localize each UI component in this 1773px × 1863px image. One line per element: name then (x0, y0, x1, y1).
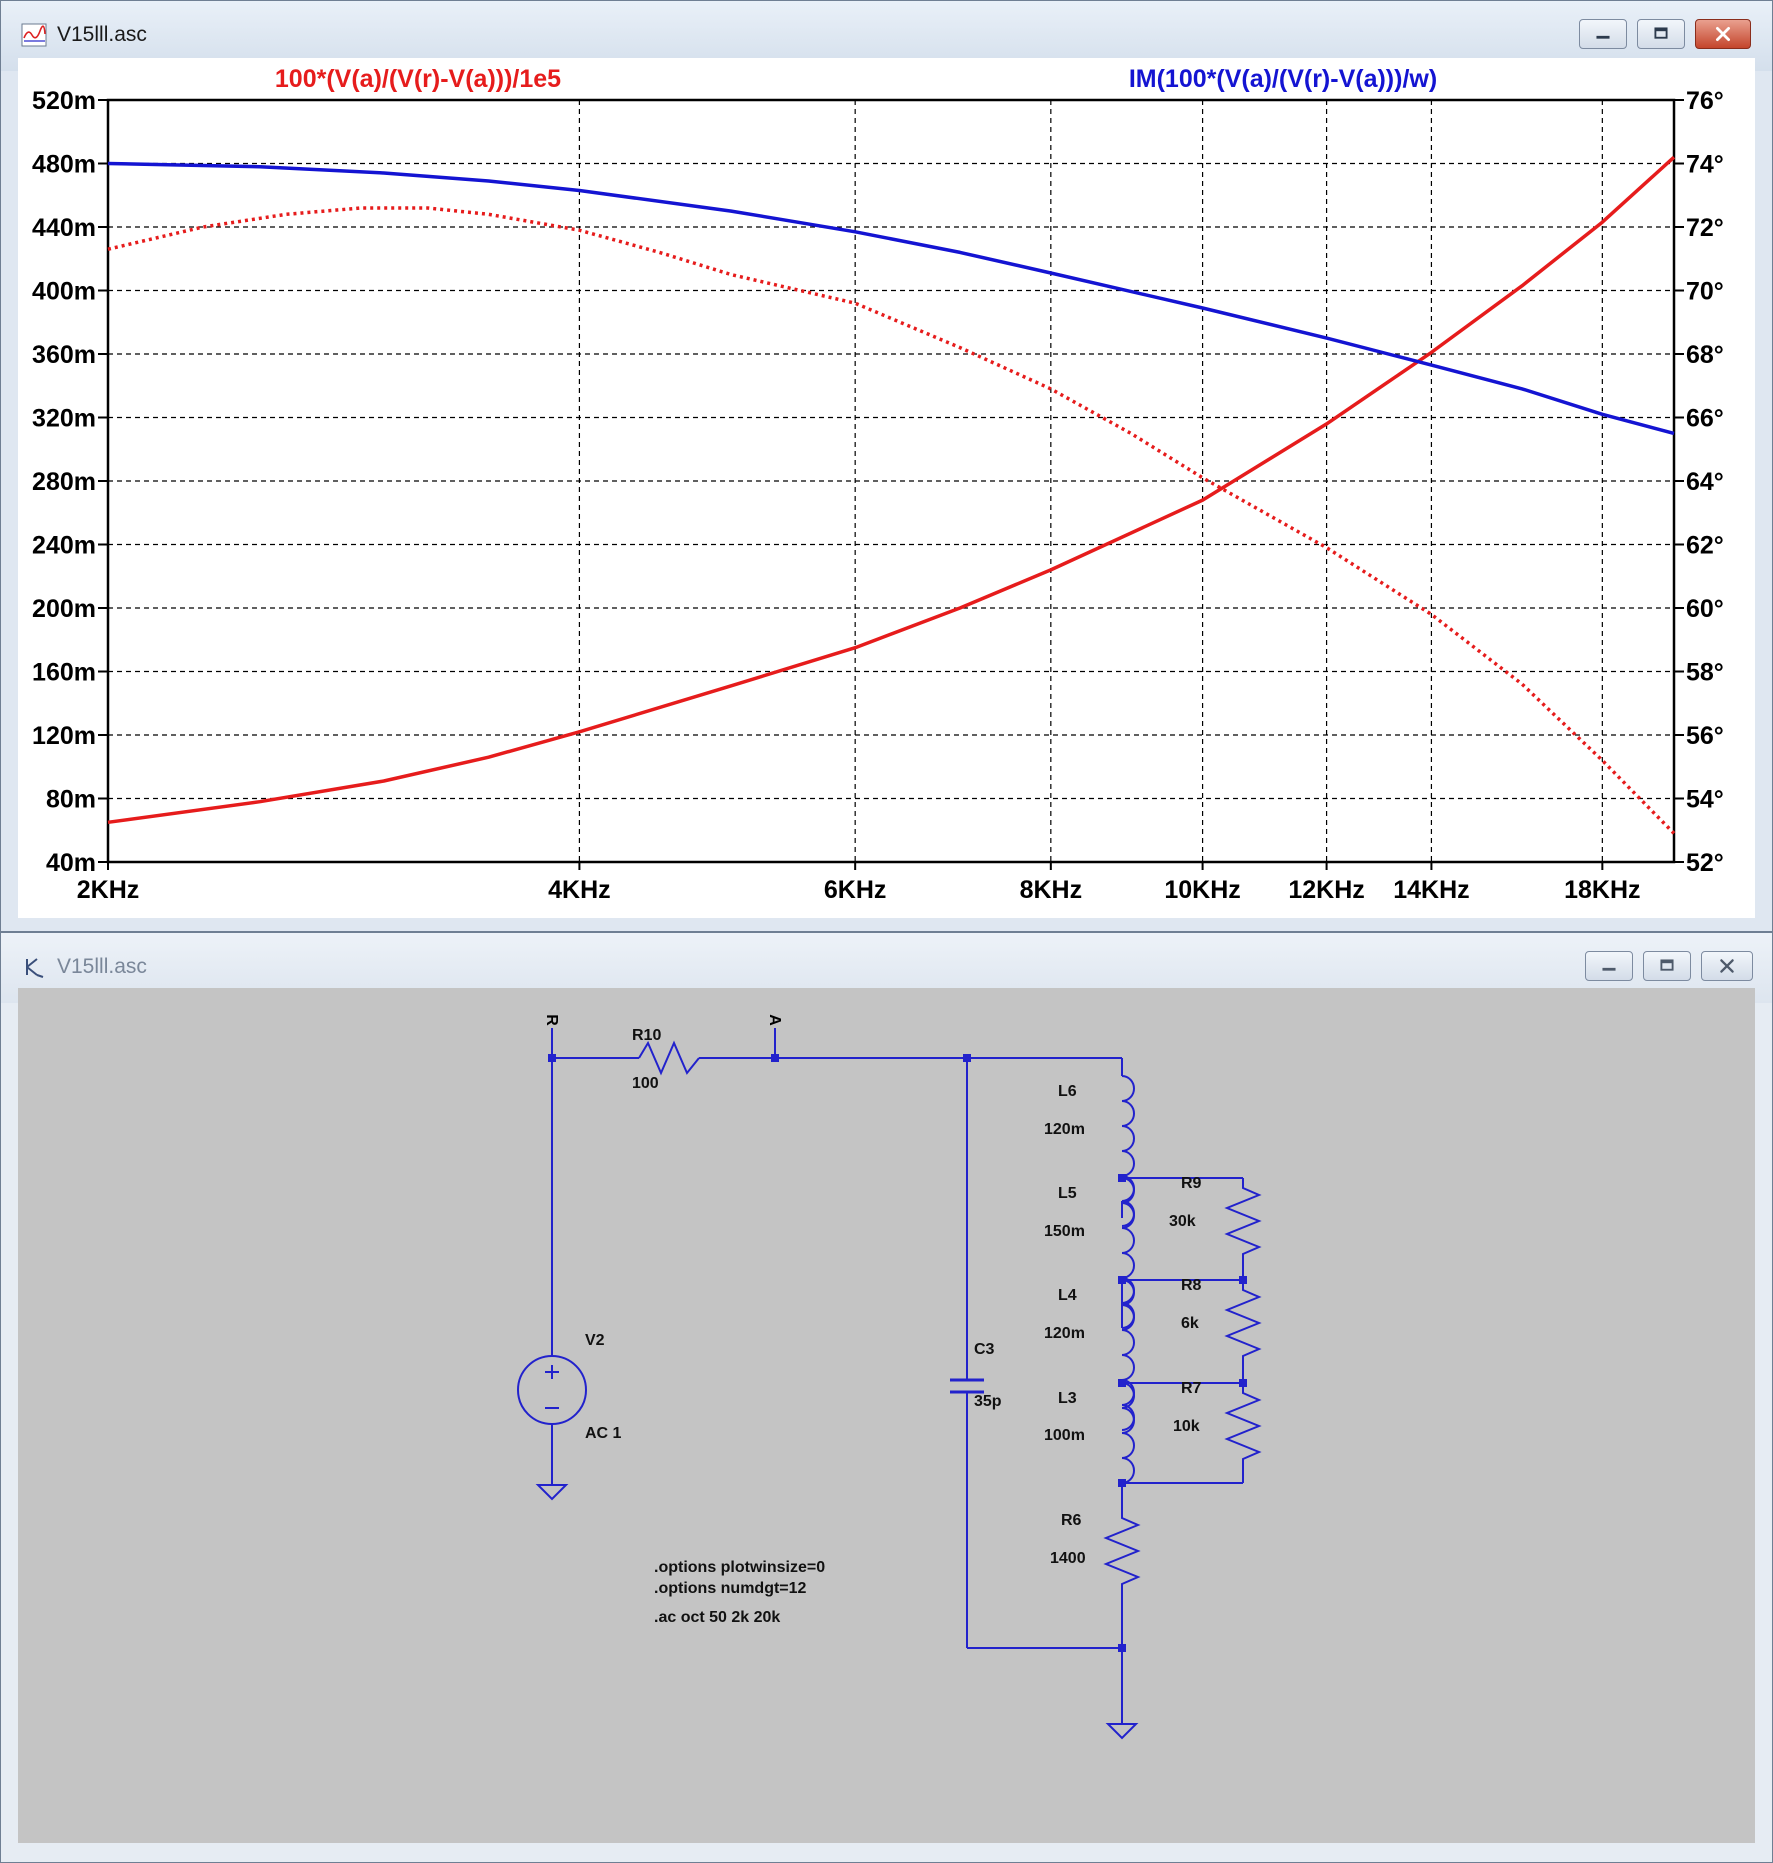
ref-r8: R8 (1181, 1277, 1202, 1294)
value-l6: 120m (1044, 1121, 1085, 1138)
waveform-icon (21, 23, 47, 47)
right-tick-label: 58° (1686, 658, 1724, 687)
ref-v2: V2 (585, 1332, 605, 1349)
right-tick-label: 52° (1686, 849, 1724, 877)
minimize-button[interactable] (1579, 19, 1627, 49)
value-c3: 35p (974, 1393, 1002, 1410)
directive-line: .ac oct 50 2k 20k (654, 1609, 781, 1626)
x-tick-label: 14KHz (1393, 876, 1470, 904)
net-label-r[interactable]: R (543, 1014, 560, 1026)
right-tick-label: 74° (1686, 150, 1724, 179)
plot-area[interactable] (18, 58, 1755, 918)
value-r8: 6k (1181, 1315, 1199, 1332)
left-tick-label: 240m (32, 531, 96, 560)
value-l4: 120m (1044, 1325, 1085, 1342)
left-tick-label: 440m (32, 214, 96, 242)
left-tick-label: 400m (32, 277, 96, 306)
close-icon (1702, 952, 1752, 980)
ref-r6: R6 (1061, 1512, 1082, 1529)
plot-window-title: V15lll.asc (57, 23, 147, 46)
right-tick-label: 76° (1686, 87, 1724, 115)
ref-l6: L6 (1058, 1083, 1077, 1100)
right-tick-label: 72° (1686, 214, 1724, 242)
maximize-icon (1644, 952, 1690, 980)
schematic-canvas[interactable] (18, 988, 1755, 1843)
directive-line: .options numdgt=12 (654, 1580, 807, 1597)
ref-l5: L5 (1058, 1185, 1077, 1202)
legend-trace-2[interactable]: IM(100*(V(a)/(V(r)-V(a)))/w) (1128, 65, 1438, 93)
x-tick-label: 2KHz (76, 876, 140, 904)
ref-r10: R10 (632, 1027, 662, 1044)
value-r7: 10k (1173, 1418, 1200, 1435)
left-tick-label: 200m (32, 595, 96, 623)
x-tick-label: 6KHz (823, 876, 887, 904)
ref-r9: R9 (1181, 1175, 1202, 1192)
x-tick-label: 18KHz (1564, 876, 1641, 904)
right-tick-label: 56° (1686, 722, 1724, 750)
maximize-button[interactable] (1637, 19, 1685, 49)
x-tick-label: 8KHz (1019, 876, 1083, 904)
value-l3: 100m (1044, 1427, 1085, 1444)
close-button[interactable] (1695, 19, 1751, 49)
schematic-maximize-button[interactable] (1643, 951, 1691, 981)
right-tick-label: 64° (1686, 468, 1724, 496)
value-r9: 30k (1169, 1213, 1196, 1230)
schematic-close-button[interactable] (1701, 951, 1753, 981)
left-tick-label: 520m (32, 87, 96, 115)
directive-line: .options plotwinsize=0 (654, 1559, 826, 1576)
left-tick-label: 360m (32, 341, 96, 369)
ref-l4: L4 (1058, 1287, 1077, 1304)
close-icon (1696, 20, 1750, 48)
left-tick-label: 280m (32, 468, 96, 496)
ref-r7: R7 (1181, 1380, 1202, 1397)
minimize-icon (1586, 952, 1632, 980)
left-tick-label: 480m (32, 150, 96, 179)
right-tick-label: 60° (1686, 595, 1724, 623)
value-v2: AC 1 (585, 1425, 622, 1442)
ref-l3: L3 (1058, 1390, 1077, 1407)
schematic-minimize-button[interactable] (1585, 951, 1633, 981)
x-tick-label: 10KHz (1164, 876, 1241, 904)
left-tick-label: 160m (32, 658, 96, 687)
value-r6: 1400 (1050, 1550, 1086, 1567)
maximize-icon (1638, 20, 1684, 48)
minimize-icon (1580, 20, 1626, 48)
left-tick-label: 80m (45, 785, 96, 814)
right-tick-label: 66° (1686, 404, 1724, 433)
schematic-icon (21, 955, 47, 979)
left-tick-label: 120m (32, 722, 96, 750)
left-tick-label: 40m (45, 849, 96, 877)
net-label-a[interactable]: A (766, 1014, 783, 1026)
x-tick-label: 4KHz (548, 876, 611, 904)
schematic-window-title: V15lll.asc (57, 955, 147, 978)
right-tick-label: 54° (1686, 785, 1724, 814)
right-tick-label: 70° (1686, 277, 1724, 306)
value-r10: 100 (632, 1075, 659, 1092)
left-tick-label: 320m (32, 404, 96, 433)
right-tick-label: 68° (1686, 341, 1724, 369)
value-l5: 150m (1044, 1223, 1085, 1240)
legend-trace-1[interactable]: 100*(V(a)/(V(r)-V(a)))/1e5 (274, 65, 562, 93)
x-tick-label: 12KHz (1288, 876, 1365, 904)
plot-background (18, 58, 1755, 918)
right-tick-label: 62° (1686, 531, 1724, 560)
schematic-background (18, 988, 1755, 1843)
ref-c3: C3 (974, 1341, 995, 1358)
